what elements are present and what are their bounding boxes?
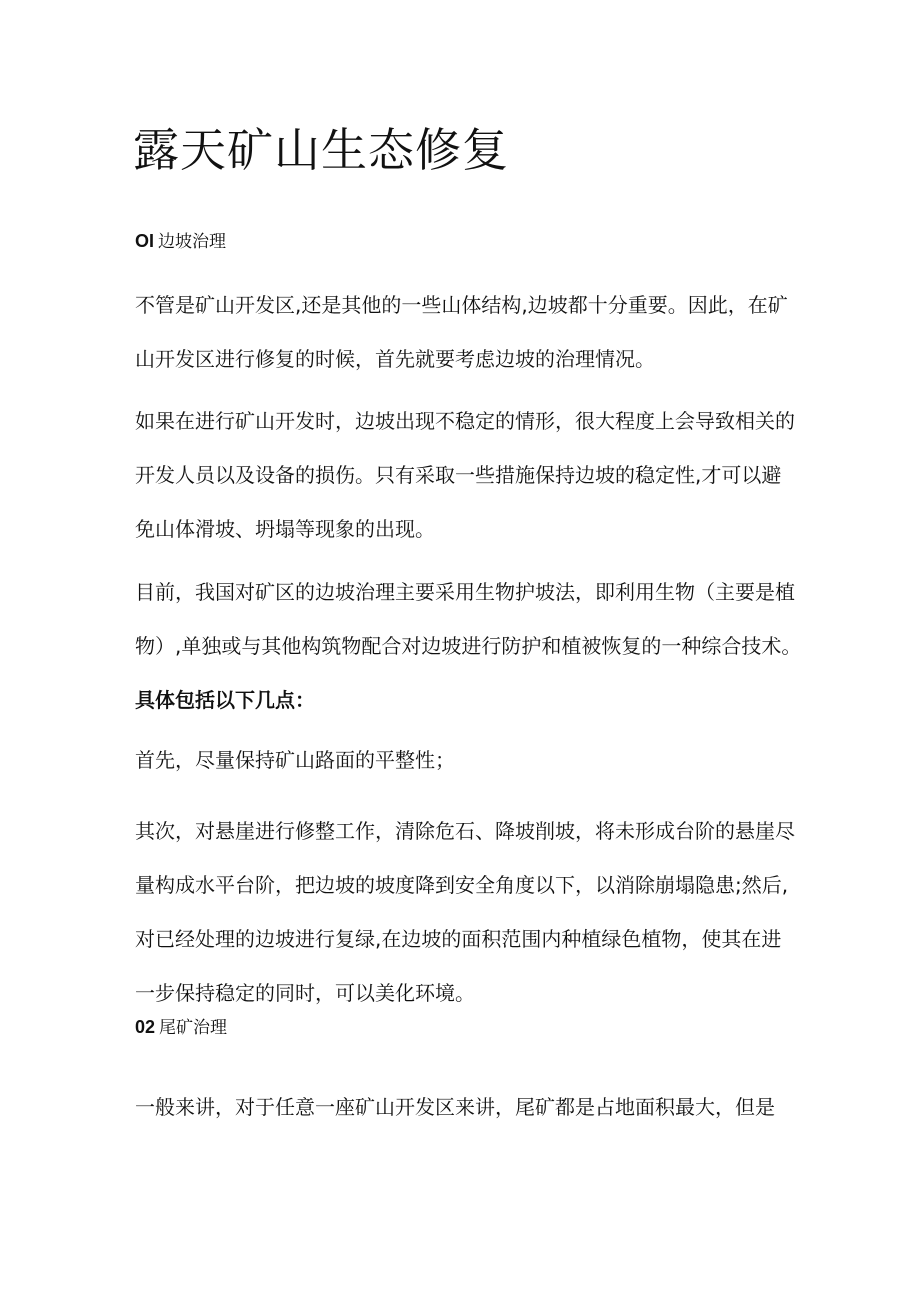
section-number-2: 02 [135, 1017, 156, 1037]
text-line: 一步保持稳定的同时，可以美化环境。 [135, 981, 475, 1005]
text-line: 对已经处理的边坡进行复绿,在边坡的面积范围内种植绿色植物，使其在进 [135, 927, 782, 951]
text-line: 山开发区进行修复的时候，首先就要考虑边坡的治理情况。 [135, 347, 655, 371]
text-line: 开发人员以及设备的损伤。只有采取一些措施保持边坡的稳定性,才可以避 [135, 463, 782, 487]
paragraph-5 [135, 804, 795, 1020]
text-line-bold: 具体包括以下几点： [135, 688, 315, 712]
paragraph-3 [135, 565, 802, 727]
text-line: 量构成水平台阶，把边坡的坡度降到安全角度以下，以消除崩塌隐患;然后, [135, 873, 789, 897]
document-title: 露天矿山生态修复 [133, 123, 509, 177]
text-line: 其次，对悬崖进行修整工作，清除危石、降坡削坡，将未形成台阶的悬崖尽 [135, 819, 795, 843]
text-line: 不管是矿山开发区,还是其他的一些山体结构,边坡都十分重要。因此，在矿 [135, 293, 788, 317]
section-title-1: 边坡治理 [158, 232, 227, 252]
text-line: 免山体滑坡、坍塌等现象的出现。 [135, 517, 435, 541]
section-heading-1 [135, 229, 226, 254]
paragraph-1 [135, 278, 795, 386]
section-title-2: 尾矿治理 [159, 1018, 228, 1038]
paragraph-2 [135, 394, 795, 556]
paragraph-4 [135, 733, 795, 787]
text-line: 如果在进行矿山开发时，边坡出现不稳定的情形，很大程度上会导致相关的 [135, 409, 795, 433]
text-line: 首先，尽量保持矿山路面的平整性； [135, 748, 455, 772]
text-line: 一般来讲，对于任意一座矿山开发区来讲，尾矿都是占地面积最大，但是 [135, 1095, 775, 1119]
section-number-1: OI [135, 231, 155, 251]
section-heading-2 [135, 1015, 227, 1040]
text-line: 物）,单独或与其他构筑物配合对边坡进行防护和植被恢复的一种综合技术。 [135, 634, 802, 658]
paragraph-6 [135, 1080, 795, 1134]
text-line: 目前，我国对矿区的边坡治理主要采用生物护坡法，即利用生物（主要是植 [135, 580, 795, 604]
